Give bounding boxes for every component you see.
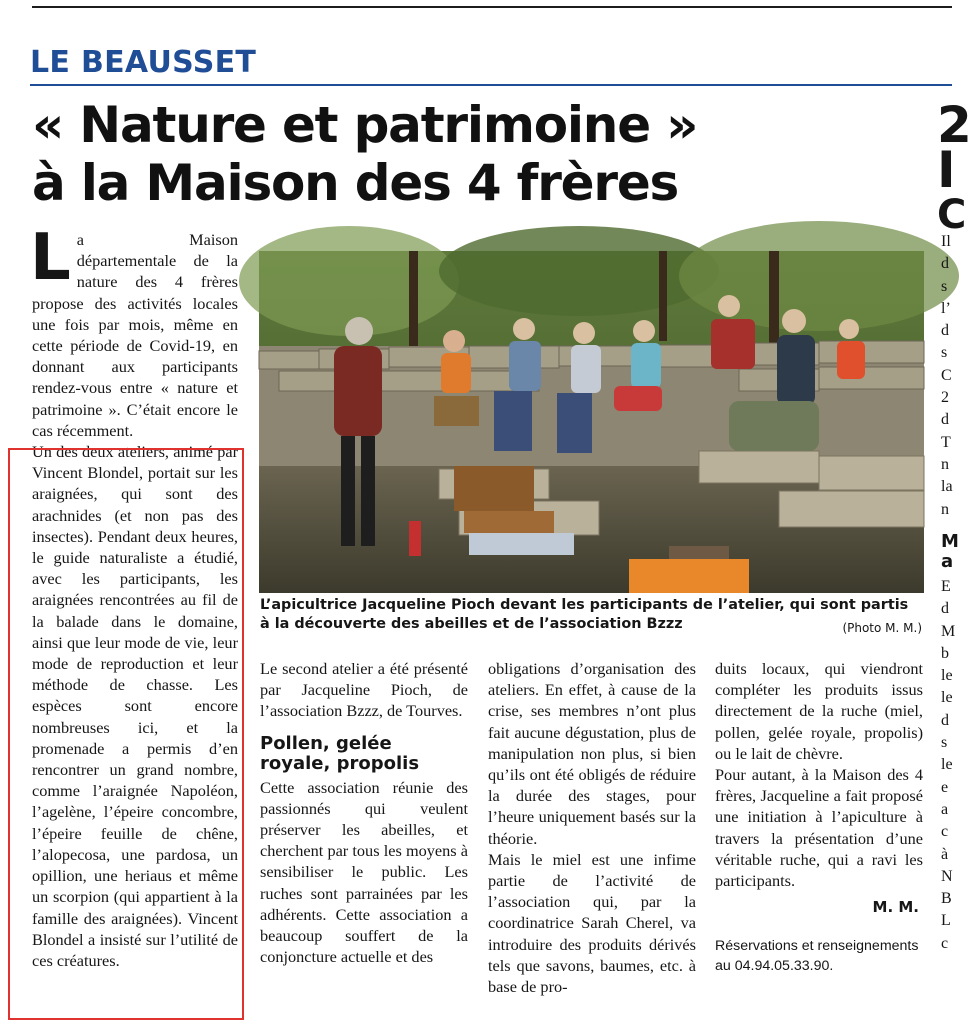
crisis-paragraph: obligations d’organisation des ateliers. En effet, à cause de la crise, ses membres n’ont plus fait aucune dégustation, plus de manipulation non plus, si bien qu’ils ont été obligés de réduire la durée des stages, pour l’heure uniquement basés sur la théorie. <box>488 659 696 848</box>
article-column-2 <box>260 658 468 967</box>
honey-paragraph: Mais le miel est une infime partie de l’activité de l’association qui, par la coordinatrice Sarah Cherel, va introduire des produits dérivés tels que savons, baumes, etc. à base de pro- <box>488 849 696 997</box>
next-headline-fragment-3: C <box>937 192 967 238</box>
article-column-3 <box>488 658 696 997</box>
article-photo <box>259 251 924 593</box>
photo-caption: L’apicultrice Jacqueline Pioch devant les participants de l’atelier, qui sont partis à la découverte des abeilles et de l’association Bzzz <box>260 597 909 632</box>
section-rule <box>30 84 952 86</box>
top-rule <box>32 6 952 8</box>
association-text: Cette association réunie des passionnés qui veulent préserver les abeilles, et cherchent par tous les moyens à sensibiliser le public. Les ruches sont parrainées par les adhérents. Cette association a beaucoup souffert de la conjoncture actuelle et des <box>260 777 468 967</box>
headline <box>32 96 697 212</box>
photo-image <box>259 251 924 593</box>
headline-line-2: à la Maison des 4 frères <box>32 154 679 212</box>
spider-workshop-text: Un des deux ateliers, animé par Vincent Blondel, portait sur les araignées, qui sont des arachnides (et non pas des insectes). Pendant deux heures, le guide naturaliste a étudié, avec les participants, les araignées rencontrées au fil de la balade dans le domaine, ainsi que leur mode de vie, leur mode de reproduction et leur méthode de chasse. Les espèces sont encore nombreuses ici, et la promenade a permis d’en rencontrer un grand nombre, comme l’araignée Napoléon, l’agelène, l’épeire concombre, l’épeire feuille de chêne, l’alopecosa, une pardosa, un opillion, une heriaus et même un scorpion (qui appartient à la famille des araignées). Vincent Blondel a insisté sur l’utilité de ces créatures. <box>32 442 238 970</box>
author-signature: M. M. <box>872 898 919 917</box>
article-column-4 <box>715 658 923 976</box>
highlight-frame <box>8 448 244 1020</box>
next-column-2-fragment: E d M b le le d s le e a c à N B L c <box>941 578 956 952</box>
next-column-fragment: Il d s l’ d s C 2 d T n la n <box>941 233 953 518</box>
next-subhead-fragment-1: M <box>941 531 959 552</box>
headline-line-1: « Nature et patrimoine » <box>32 96 698 154</box>
section-title: LE BEAUSSET <box>30 45 257 80</box>
subheading: Pollen, gelée royale, propolis <box>260 732 420 774</box>
next-headline-fragment-2: I <box>937 141 956 199</box>
intro-text: a Maison départementale de la nature des 4 frères propose des activités locales une fois par mois, même en cette période de Covid-19, en donnant aux participants rendez-vous entre « nature et patrimoine ». C’était encore le cas récemment. <box>32 230 238 440</box>
initiation-paragraph: Pour autant, à la Maison des 4 frères, Jacqueline a fait proposé une initiation à l’apiculture à travers la présentation d’une véritable ruche, qui a ravi les participants. <box>715 765 923 891</box>
photo-credit: (Photo M. M.) <box>842 621 922 635</box>
drop-cap: L <box>30 221 71 295</box>
next-article-fragment <box>937 0 972 1024</box>
reservations-info: Réservations et renseignements au 04.94.05.33.90. <box>715 938 919 975</box>
second-workshop-intro: Le second atelier a été présenté par Jacqueline Pioch, de l’association Bzzz, de Tourves. <box>260 659 468 721</box>
next-headline-fragment-1: 2 <box>937 96 972 154</box>
products-paragraph: duits locaux, qui viendront compléter les produits issus directement de la ruche (miel, pollen, gelée royale, propolis) ou le lait de chèvre. <box>715 659 923 763</box>
next-subhead-fragment-2: a <box>941 551 954 572</box>
article-intro <box>30 221 238 441</box>
